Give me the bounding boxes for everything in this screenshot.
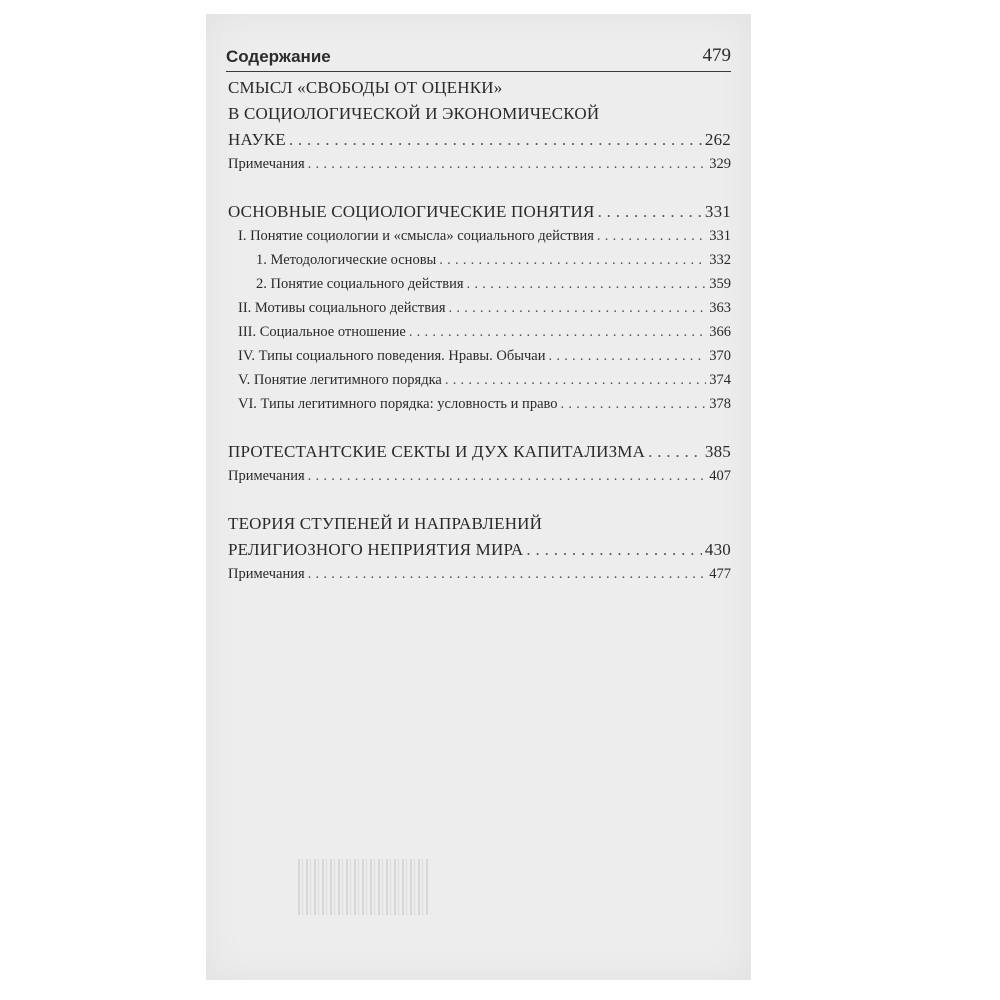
- page-number: 479: [702, 45, 731, 66]
- toc-page-number: 430: [704, 540, 731, 559]
- toc-section-title: В СОЦИОЛОГИЧЕСКОЙ И ЭКОНОМИЧЕСКОЙ: [228, 104, 600, 123]
- leader-dots: [597, 228, 706, 245]
- toc-page-number: 385: [704, 442, 731, 461]
- toc-page-number: 407: [709, 468, 731, 484]
- toc-page-number: 332: [709, 252, 731, 268]
- toc-section-title: ТЕОРИЯ СТУПЕНЕЙ И НАПРАВЛЕНИЙ: [228, 514, 543, 533]
- toc-page-number: 477: [709, 566, 731, 582]
- toc-entry: 2. Понятие социального действия . . . 359: [228, 276, 731, 300]
- toc-page-number: 359: [709, 276, 731, 292]
- bleed-through-barcode: [298, 859, 428, 915]
- toc-entry: IV. Типы социального поведения. Нравы. Обычаи . . . 370: [228, 348, 731, 372]
- leader-dots: [308, 566, 707, 583]
- leader-dots: [526, 540, 701, 560]
- toc-entry: VI. Типы легитимного порядка: условность и право . . . 378: [228, 396, 731, 420]
- toc-entry: ОСНОВНЫЕ СОЦИОЛОГИЧЕСКИЕ ПОНЯТИЯ . . . 331: [228, 202, 731, 228]
- toc-entry: НАУКЕ . . . 262: [228, 130, 731, 156]
- toc-page-number: 370: [709, 348, 731, 364]
- leader-dots: [549, 348, 707, 365]
- toc-page-number: 374: [709, 372, 731, 388]
- toc-page-number: 363: [709, 300, 731, 316]
- toc-page-number: 378: [709, 396, 731, 412]
- leader-dots: [648, 442, 702, 462]
- toc-page-number: 331: [709, 228, 731, 244]
- toc-page-number: 329: [709, 156, 731, 172]
- book-page: [206, 14, 751, 980]
- leader-dots: [308, 468, 707, 485]
- toc-entry: III. Социальное отношение . . . 366: [228, 324, 731, 348]
- toc-entry: Примечания . . . 329: [228, 156, 731, 180]
- leader-dots: [467, 276, 707, 293]
- toc-entry: Примечания . . . 407: [228, 468, 731, 492]
- leader-dots: [409, 324, 706, 341]
- running-head: [226, 36, 731, 72]
- toc-page-number: 331: [704, 202, 731, 221]
- toc-page-number: 366: [709, 324, 731, 340]
- table-of-contents: [228, 78, 731, 590]
- toc-entry: ПРОТЕСТАНТСКИЕ СЕКТЫ И ДУХ КАПИТАЛИЗМА . . . 385: [228, 442, 731, 468]
- leader-dots: [439, 252, 706, 269]
- leader-dots: [289, 130, 702, 150]
- toc-entry: Примечания . . . 477: [228, 566, 731, 590]
- running-head-title: Содержание: [226, 47, 331, 66]
- leader-dots: [445, 372, 706, 389]
- toc-entry: II. Мотивы социального действия . . . 363: [228, 300, 731, 324]
- toc-entry: V. Понятие легитимного порядка . . . 374: [228, 372, 731, 396]
- leader-dots: [561, 396, 707, 413]
- toc-entry: РЕЛИГИОЗНОГО НЕПРИЯТИЯ МИРА . . . 430: [228, 540, 731, 566]
- toc-page-number: 262: [704, 130, 731, 149]
- leader-dots: [308, 156, 707, 173]
- toc-section-title: СМЫСЛ «СВОБОДЫ ОТ ОЦЕНКИ»: [228, 78, 503, 97]
- leader-dots: [449, 300, 707, 317]
- leader-dots: [598, 202, 702, 222]
- toc-entry: I. Понятие социологии и «смысла» социального действия . . . 331: [228, 228, 731, 252]
- toc-entry: 1. Методологические основы . . . 332: [228, 252, 731, 276]
